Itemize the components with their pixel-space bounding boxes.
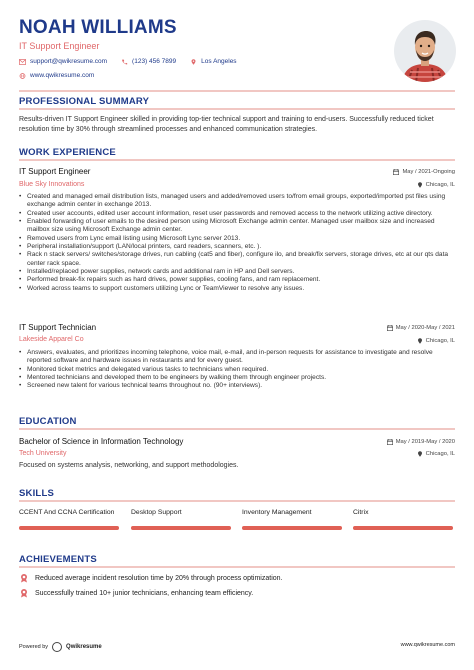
- list-item: • Monitored ticket metrics and delegated various tasks to technicians when required.: [19, 366, 459, 374]
- location-pin-icon: [190, 59, 197, 65]
- education-dates: [387, 439, 455, 445]
- list-item: • Installed/replaced power supplies, network cards and additional ram in HP and Dell servers.: [19, 268, 459, 276]
- achievement-text: Successfully trained 10+ junior technicians, enhancing team efficiency.: [35, 589, 254, 597]
- job-location: [417, 182, 455, 188]
- skill-bar: [131, 526, 231, 530]
- education-location-text: Chicago, IL: [425, 451, 455, 457]
- summary-heading: PROFESSIONAL SUMMARY: [19, 96, 150, 107]
- resume-header: [0, 0, 474, 90]
- contact-phone[interactable]: [121, 58, 176, 65]
- skill-item: [353, 509, 453, 518]
- list-item: • Removed users from Lync email listing using Microsoft Lync server 2013.: [19, 235, 459, 243]
- job-location-text: Chicago, IL: [425, 338, 455, 344]
- job-title: IT Support Engineer: [19, 167, 91, 176]
- school-name: Tech University: [19, 450, 67, 457]
- degree-title: Bachelor of Science in Information Technology: [19, 437, 184, 446]
- website-text: www.qwikresume.com: [30, 72, 95, 79]
- candidate-name: NOAH WILLIAMS: [19, 17, 177, 38]
- skill-bar-fill: [353, 526, 453, 530]
- skill-bar: [353, 526, 453, 530]
- skill-bar-fill: [242, 526, 342, 530]
- experience-heading: WORK EXPERIENCE: [19, 147, 116, 158]
- job-dates: [387, 325, 455, 331]
- location-pin-icon: [417, 182, 423, 188]
- calendar-icon: [387, 439, 393, 445]
- skill-bar-fill: [19, 526, 119, 530]
- location-pin-icon: [417, 338, 423, 344]
- candidate-role: IT Support Engineer: [19, 41, 100, 51]
- section-divider: [19, 90, 455, 92]
- list-item: • Created user accounts, edited user account information, reset user passwords and removed access to the network utilizing active directory.: [19, 210, 459, 218]
- calendar-icon: [387, 325, 393, 331]
- list-item: • Rack n stack servers/ switches/storage drives, run cabling (cat5 and fiber), configure ilo, and break/fix servers, storage drives, etc at our qts data center rack space.: [19, 251, 459, 268]
- contact-website[interactable]: [19, 72, 94, 79]
- skill-name: Desktop Support: [131, 509, 182, 516]
- job-title: IT Support Technician: [19, 323, 97, 332]
- list-item: • Screened new talent for various technical teams throughout no. (90+ interviews).: [19, 382, 459, 390]
- award-icon: [19, 588, 29, 598]
- job-dates: [393, 169, 455, 175]
- list-item: • Worked across teams to support customers utilizing Lync or TeamViewer to resolve any issues.: [19, 285, 459, 293]
- achievement-item: [19, 588, 253, 598]
- achievement-item: [19, 573, 282, 583]
- list-item: • Created and managed email distribution lists, managed users and added/removed users to/from email groups, exported/imported pst files using exchange admin center in exchange 2013.: [19, 193, 459, 210]
- award-icon: [19, 573, 29, 583]
- skill-name: CCENT And CCNA Certification: [19, 509, 115, 516]
- profile-photo-image: [394, 20, 456, 82]
- skill-name: Citrix: [353, 509, 369, 516]
- location-pin-icon: [417, 451, 423, 457]
- education-location: [417, 451, 455, 457]
- company-name: Blue Sky Innovations: [19, 181, 85, 188]
- achievement-text: Reduced average incident resolution time by 20% through process optimization.: [35, 574, 283, 582]
- company-name: Lakeside Apparel Co: [19, 336, 84, 343]
- achievements-heading: ACHIEVEMENTS: [19, 554, 97, 565]
- skill-item: [19, 509, 119, 518]
- phone-icon: [121, 59, 128, 65]
- section-divider: [19, 108, 455, 110]
- phone-text: (123) 456 7899: [132, 58, 177, 65]
- powered-by[interactable]: [19, 642, 102, 652]
- powered-by-label: Powered by: [19, 644, 49, 650]
- job-bullets: [19, 193, 459, 293]
- list-item: • Answers, evaluates, and prioritizes incoming telephone, voice mail, e-mail, and in-person requests for assistance to investigate and resolve reported software and hardware issues in restaurants and for every guest.: [19, 349, 459, 366]
- location-text: Los Angeles: [201, 58, 237, 65]
- page-footer: [19, 640, 455, 652]
- footer-website[interactable]: www.qwikresume.com: [400, 642, 455, 648]
- section-divider: [19, 428, 455, 430]
- job-location-text: Chicago, IL: [425, 182, 455, 188]
- email-icon: [19, 59, 26, 65]
- education-dates-text: May / 2019-May / 2020: [395, 439, 455, 445]
- job-dates-text: May / 2021-Ongoing: [402, 169, 455, 175]
- list-item: • Mentored technicians and developed them to be engineers by walking them through engineer projects.: [19, 374, 459, 382]
- skill-name: Inventory Management: [242, 509, 312, 516]
- skills-grid: [19, 509, 459, 541]
- skill-bar: [242, 526, 342, 530]
- section-divider: [19, 566, 455, 568]
- skill-item: [242, 509, 342, 518]
- contact-row: [19, 58, 237, 65]
- education-heading: EDUCATION: [19, 416, 77, 427]
- email-text: support@qwikresume.com: [30, 58, 108, 65]
- job-location: [417, 338, 455, 344]
- contact-email[interactable]: [19, 58, 107, 65]
- brand-name: Qwikresume: [66, 644, 102, 650]
- globe-icon: [19, 73, 26, 79]
- skill-bar: [19, 526, 119, 530]
- skill-bar-fill: [131, 526, 231, 530]
- section-divider: [19, 159, 455, 161]
- calendar-icon: [393, 169, 399, 175]
- list-item: • Enabled forwarding of user emails to the desired person using Microsoft Exchange admin center. Managed user mailbox size and increased mailbox size using Microsoft Exchange admin center.: [19, 218, 459, 235]
- contact-location: [190, 58, 236, 65]
- section-divider: [19, 500, 455, 502]
- list-item: • Performed break-fix repairs such as hard drives, power supplies, cooling fans, and ram replacement.: [19, 276, 459, 284]
- qwikresume-logo-icon: [52, 642, 62, 652]
- education-description: Focused on systems analysis, networking, and support methodologies.: [19, 462, 239, 469]
- job-dates-text: May / 2020-May / 2021: [395, 325, 455, 331]
- list-item: • Peripheral installation/support (LAN/local printers, card readers, scanners, etc. ).: [19, 243, 459, 251]
- job-bullets: [19, 349, 459, 391]
- skill-item: [131, 509, 231, 518]
- summary-text: Results-driven IT Support Engineer skilled in providing top-tier technical support and training to end-users. Successfully reduced ticket resolution time by 30% through streamlined processes and enhanced communication strategies.: [19, 116, 434, 133]
- profile-photo: [394, 20, 456, 82]
- skills-heading: SKILLS: [19, 488, 54, 499]
